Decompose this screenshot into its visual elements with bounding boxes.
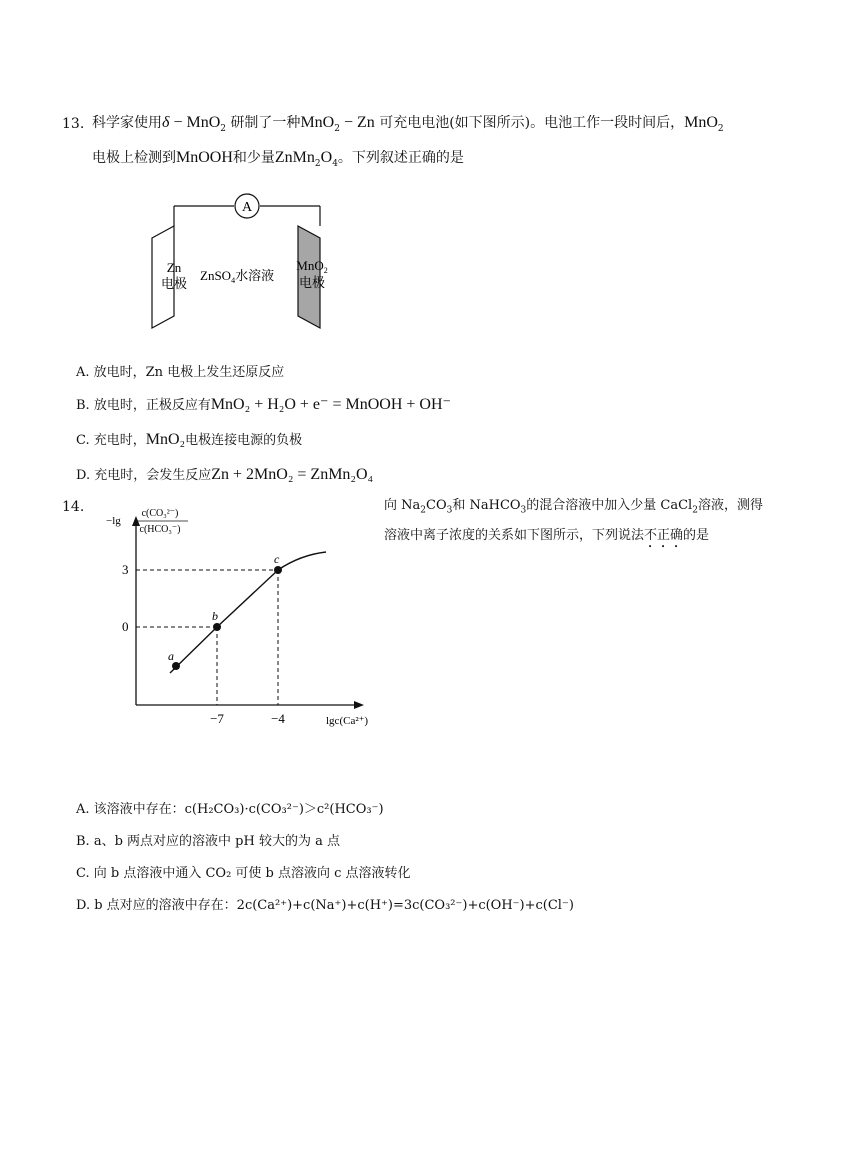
formula: − Zn xyxy=(339,114,375,131)
stem-text: CO xyxy=(426,498,447,513)
ammeter-label: A xyxy=(241,200,253,215)
subscript: 2 xyxy=(314,158,321,169)
stem-text: 向 Na xyxy=(384,498,421,513)
stem-text: 电极上检测到 xyxy=(92,150,176,166)
stem-text: 的混合溶液中加入少量 CaCl xyxy=(526,498,693,513)
subscript: 2 xyxy=(692,505,698,516)
ion-concentration-chart xyxy=(100,500,380,740)
question-14-stem-line1 xyxy=(384,496,763,516)
formula: ZnMn xyxy=(274,149,315,166)
q13-option-c[interactable] xyxy=(76,429,302,449)
stem-text: 。下列叙述正确的是 xyxy=(337,150,464,166)
question-14-stem-line2 xyxy=(384,526,709,551)
option-text: 电极连接电源的负极 xyxy=(185,433,303,448)
mno2-electrode-label: MnO$_2$ xyxy=(296,258,328,275)
stem-text: 可充电电池(如下图所示)。电池工作一段时间后， xyxy=(379,115,685,131)
y-axis-label-denominator: c(HCO₃⁻) xyxy=(139,524,181,535)
q14-option-a[interactable]: A. 该溶液中存在：c(H₂CO₃)·c(CO₃²⁻)＞c²(HCO₃⁻) xyxy=(76,802,384,817)
question-14-number: 14. xyxy=(62,499,85,515)
stem-text: 的是 xyxy=(683,528,710,543)
stem-text: 溶液中离子浓度的关系如下图所示，下列说法 xyxy=(384,528,645,543)
mno2-electrode-label-2: 电极 xyxy=(298,275,326,290)
point-b-label: b xyxy=(212,609,218,623)
q13-option-b[interactable] xyxy=(76,394,451,414)
subscript: 2 xyxy=(220,123,226,134)
question-13-stem-line2 xyxy=(92,148,464,168)
x-axis-arrow-icon xyxy=(354,701,364,709)
y-tick-3: 3 xyxy=(122,562,129,577)
subscript: 4 xyxy=(332,158,338,169)
formula: MnO₂ xyxy=(145,431,186,448)
zn-electrode-label-2: 电极 xyxy=(160,276,188,291)
delta-symbol: δ xyxy=(162,114,170,131)
stem-text: 和 NaHCO xyxy=(452,498,521,513)
electrolyte-label: ZnSO$_4$水溶液 xyxy=(200,268,275,285)
subscript: 3 xyxy=(446,505,453,516)
option-text: D. 充电时，会发生反应 xyxy=(76,468,212,483)
x-axis-label: lgc(Ca²⁺) xyxy=(326,715,369,727)
q14-option-b[interactable]: B. a、b 两点对应的溶液中 pH 较大的为 a 点 xyxy=(76,834,340,849)
y-tick-0: 0 xyxy=(122,619,129,634)
stem-text: 溶液，测得 xyxy=(697,498,763,513)
q14-option-d[interactable]: D. b 点对应的溶液中存在：2c(Ca²⁺)+c(Na⁺)+c(H⁺)=3c(CO₃²⁻)+c(OH⁻)+c(Cl⁻) xyxy=(76,898,574,913)
option-text: B. 放电时，正极反应有 xyxy=(76,398,211,413)
stem-text: 和少量 xyxy=(232,150,275,166)
zn-electrode-label: Zn xyxy=(166,260,182,275)
formula: MnO xyxy=(684,114,718,131)
point-a-label: a xyxy=(168,649,174,663)
formula: O xyxy=(320,149,333,166)
subscript: 2 xyxy=(334,123,340,134)
stem-text: 科学家使用 xyxy=(92,115,162,131)
formula: − MnO xyxy=(169,114,221,131)
q14-option-c[interactable]: C. 向 b 点溶液中通入 CO₂ 可使 b 点溶液向 c 点溶液转化 xyxy=(76,866,411,881)
equation: MnO₂ + H₂O + e⁻ = MnOOH + OH⁻ xyxy=(210,396,451,413)
battery-diagram xyxy=(140,188,360,336)
x-tick-minus-4: −4 xyxy=(271,711,285,726)
point-c-label: c xyxy=(274,552,280,566)
emphasized-text: 不正确 xyxy=(644,528,684,543)
x-tick-minus-7: −7 xyxy=(210,711,224,726)
subscript: 2 xyxy=(420,505,426,516)
question-13-number: 13. xyxy=(62,116,85,132)
subscript: 3 xyxy=(520,505,527,516)
point-c xyxy=(274,566,282,574)
subscript: 2 xyxy=(717,123,724,134)
y-axis-label-prefix: −lg xyxy=(106,515,121,527)
y-axis-label-numerator: c(CO₃²⁻) xyxy=(141,508,179,519)
q13-option-a[interactable]: A. 放电时，Zn 电极上发生还原反应 xyxy=(76,365,285,380)
equation: Zn + 2MnO₂ = ZnMn₂O₄ xyxy=(211,466,374,483)
q13-option-d[interactable] xyxy=(76,464,373,484)
formula: MnO xyxy=(300,114,335,131)
question-13-stem-line1 xyxy=(92,113,724,133)
stem-text: 研制了一种 xyxy=(230,115,301,131)
point-a xyxy=(172,662,180,670)
formula: MnOOH xyxy=(176,149,233,166)
point-b xyxy=(213,623,221,631)
option-text: C. 充电时， xyxy=(76,433,146,448)
